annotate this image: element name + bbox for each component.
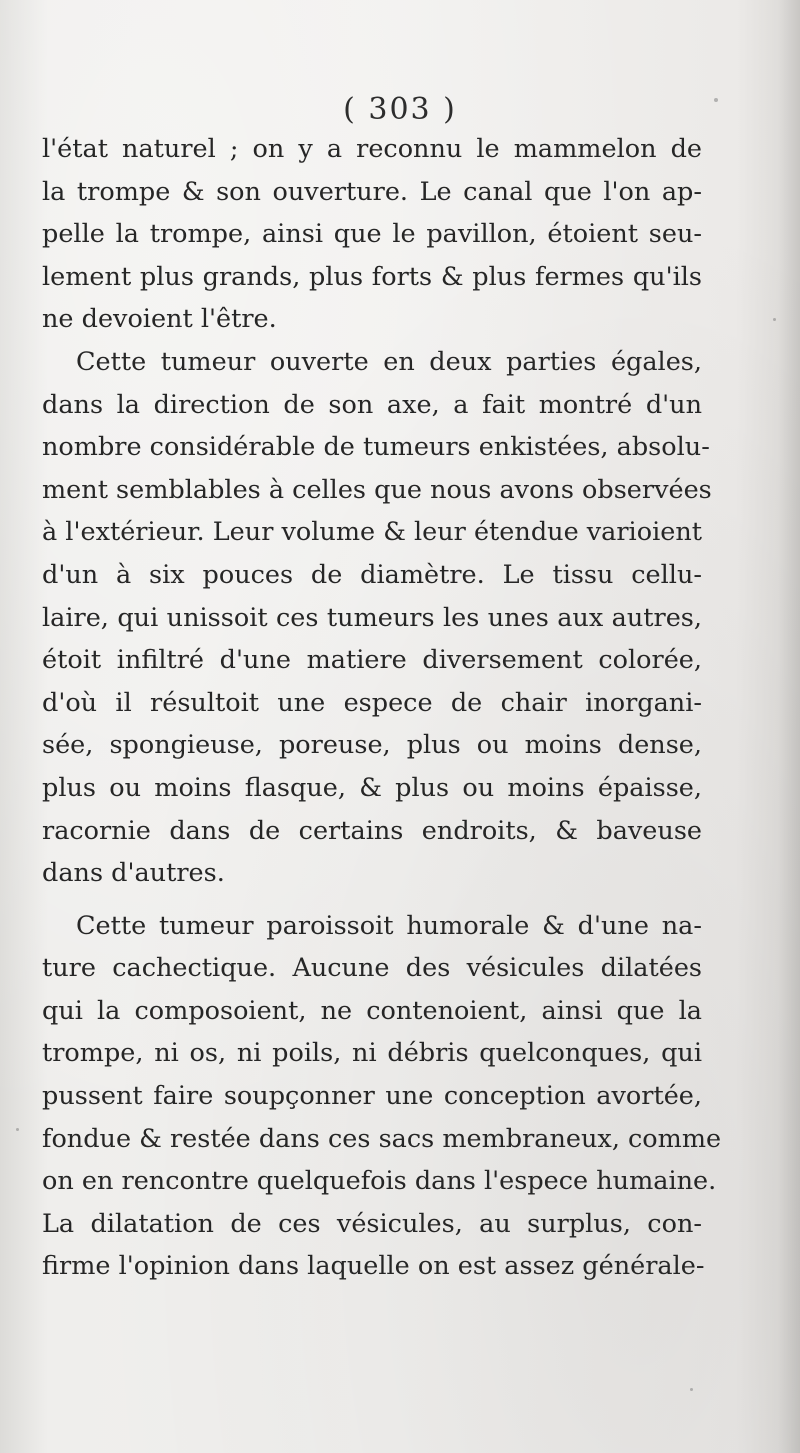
- text-line: trompe, ni os, ni poils, ni débris quelconques, qui: [42, 1038, 702, 1069]
- text-line: La dilatation de ces vésicules, au surplus, con-: [42, 1208, 702, 1239]
- text-line: ne devoient l'être.: [42, 304, 277, 335]
- text-line: lement plus grands, plus forts & plus fermes qu'ils: [42, 261, 702, 292]
- page-edge-shadow: [778, 0, 800, 1453]
- paragraph-3: [42, 905, 722, 1288]
- text-line: on en rencontre quelquefois dans l'espece humaine.: [42, 1166, 717, 1197]
- text-line: étoit infiltré d'une matiere diversement colorée,: [42, 645, 702, 676]
- text-line: plus ou moins flasque, & plus ou moins épaisse,: [42, 772, 702, 803]
- text-line: la trompe & son ouverture. Le canal que l'on ap-: [42, 176, 702, 207]
- text-line: pelle la trompe, ainsi que le pavillon, étoient seu-: [42, 219, 702, 250]
- paper-speck: [16, 1128, 19, 1131]
- text-line: d'où il résultoit une espece de chair inorgani-: [42, 687, 702, 718]
- paper-speck: [773, 318, 776, 321]
- text-line: sée, spongieuse, poreuse, plus ou moins dense,: [42, 730, 702, 761]
- text-line: Cette tumeur paroissoit humorale & d'une na-: [76, 910, 702, 941]
- text-line: fondue & restée dans ces sacs membraneux, comme: [42, 1123, 722, 1154]
- text-line: racornie dans de certains endroits, & baveuse: [42, 815, 702, 846]
- page-body-text: [42, 128, 722, 1288]
- paper-speck: [690, 1388, 693, 1391]
- text-line: dans d'autres.: [42, 858, 225, 889]
- text-line: nombre considérable de tumeurs enkistées, absolu-: [42, 432, 710, 463]
- text-line: d'un à six pouces de diamètre. Le tissu cellu-: [42, 559, 702, 590]
- text-line: laire, qui unissoit ces tumeurs les unes aux autres,: [42, 602, 702, 633]
- text-line: ment semblables à celles que nous avons observées: [42, 474, 712, 505]
- paper-speck: [714, 98, 718, 102]
- text-line: qui la composoient, ne contenoient, ainsi que la: [42, 995, 702, 1026]
- text-line: dans la direction de son axe, a fait montré d'un: [42, 389, 702, 420]
- paragraph-2: [42, 341, 712, 895]
- text-line: Cette tumeur ouverte en deux parties égales,: [76, 346, 702, 377]
- text-line: à l'extérieur. Leur volume & leur étendue varioient: [42, 517, 702, 548]
- paragraph-1: [42, 128, 702, 341]
- text-line: l'état naturel ; on y a reconnu le mammelon de: [42, 134, 702, 164]
- text-line: pussent faire soupçonner une conception avortée,: [42, 1081, 702, 1112]
- page-number: ( 303 ): [343, 92, 457, 127]
- text-line: ture cachectique. Aucune des vésicules dilatées: [42, 953, 702, 984]
- text-line: firme l'opinion dans laquelle on est assez générale-: [42, 1251, 705, 1282]
